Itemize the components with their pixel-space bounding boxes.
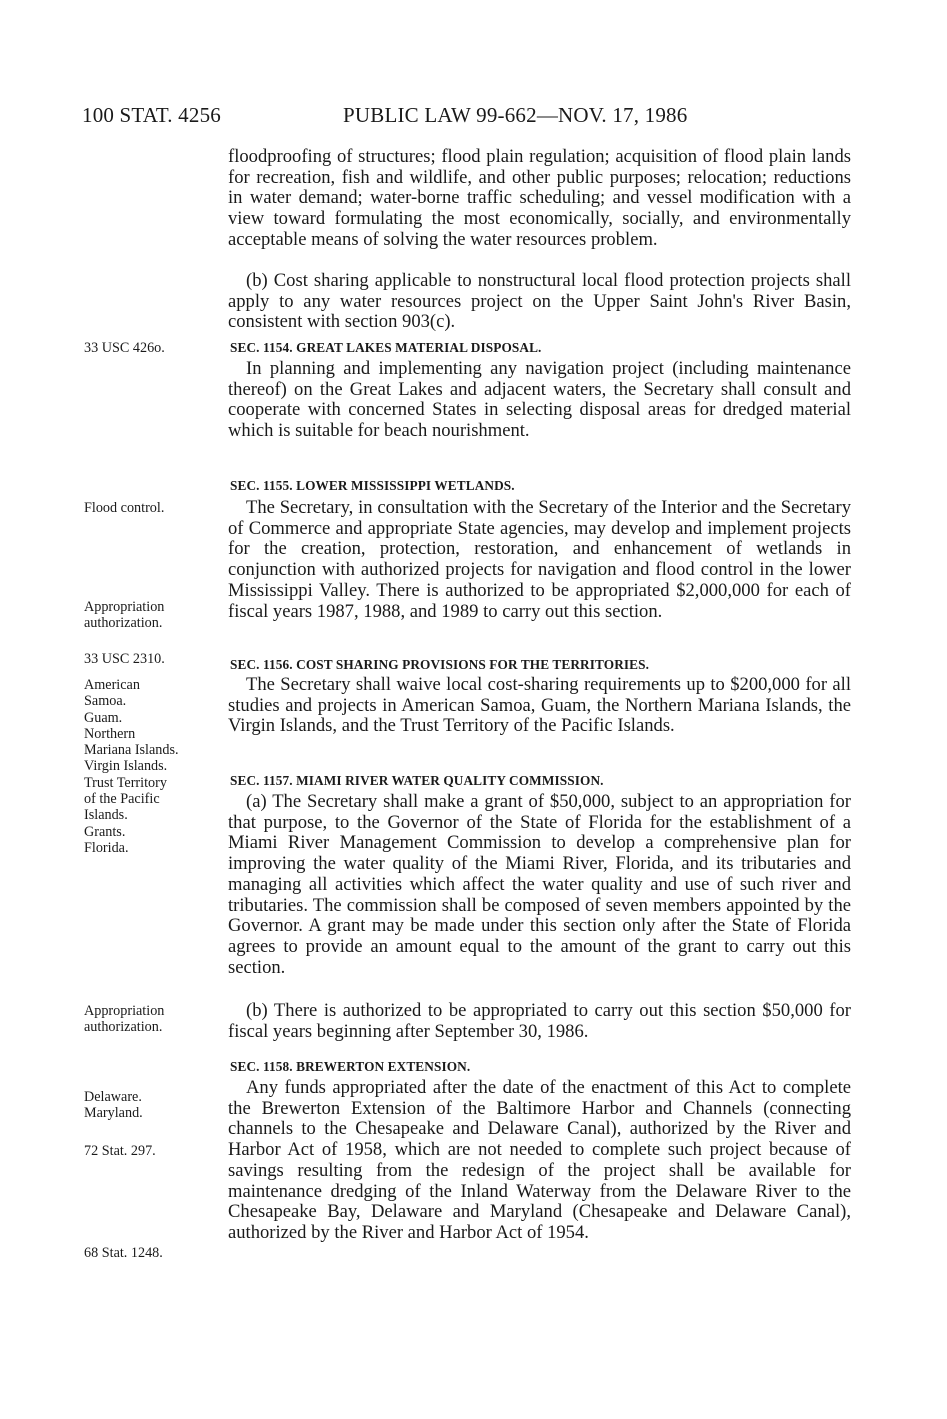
paragraph-b-cost-sharing: (b) Cost sharing applicable to nonstructural local flood protection projects shall apply to any water resources project on the Upper Saint John's River Basin, consistent with section 903(c).	[228, 270, 851, 333]
section-body-1154: In planning and implementing any navigation project (including maintenance thereof) on the Great Lakes and adjacent waters, the Secretary shall consult and cooperate with concerned States in selecting disposal areas for dredged material which is suitable for beach nourishment.	[228, 358, 851, 442]
section-heading-1154: SEC. 1154. GREAT LAKES MATERIAL DISPOSAL.	[230, 340, 542, 355]
section-heading-1157: SEC. 1157. MIAMI RIVER WATER QUALITY COMMISSION.	[230, 773, 604, 788]
margin-note-line: 68 Stat. 1248.	[84, 1245, 163, 1261]
margin-note-line: 33 USC 426o.	[84, 340, 165, 356]
margin-note-line: Appropriation	[84, 599, 165, 615]
margin-note-line: Trust Territory	[84, 774, 167, 791]
margin-note-72-stat-297	[84, 1143, 224, 1159]
margin-note-line: Delaware.	[84, 1089, 142, 1105]
statute-page-number: 100 STAT. 4256	[82, 103, 221, 127]
margin-note-line: Virgin Islands.	[84, 758, 168, 775]
margin-note-68-stat-1248	[84, 1245, 224, 1261]
margin-note-line: American	[84, 677, 140, 693]
margin-note-appropriation-1155	[84, 599, 224, 632]
margin-note-flood-control	[84, 500, 224, 516]
section-heading-1156: SEC. 1156. COST SHARING PROVISIONS FOR THE TERRITORIES.	[230, 657, 650, 672]
margin-note-delaware-maryland	[84, 1089, 224, 1122]
margin-note-line: Guam.	[84, 709, 123, 726]
margin-note-line: 33 USC 2310.	[84, 651, 165, 667]
margin-note-line: Florida.	[84, 839, 129, 856]
running-header: PUBLIC LAW 99-662—NOV. 17, 1986	[343, 103, 688, 127]
continuation-paragraph: floodproofing of structures; flood plain regulation; acquisition of flood plain lands for recreation, fish and wildlife, and other public purposes; relocation; reductions in water demand; water-borne traffic scheduling; and vessel modification with a view toward formulating the most economically, socially, and environmentally acceptable means of solving the water resources problem.	[228, 146, 851, 250]
margin-note-line: Northern	[84, 725, 136, 742]
section-body-1157-b: (b) There is authorized to be appropriated to carry out this section $50,000 for fiscal years beginning after September 30, 1986.	[228, 1000, 851, 1042]
margin-note-territories	[84, 677, 224, 856]
margin-note-line: Samoa.	[84, 693, 127, 710]
margin-note-line: Islands.	[84, 807, 128, 824]
section-body-1158: Any funds appropriated after the date of the enactment of this Act to complete the Brewerton Extension of the Baltimore Harbor and Channels (connecting channels to the Chesapeake and Delaware Canal), authorized by the River and Harbor Act of 1958, which are not needed to complete such project because of savings resulting from the redesign of the project shall be available for maintenance dredging of the Inland Waterway from the Delaware River to the Chesapeake Bay, Delaware and Maryland (Chesapeake and Delaware Canal), authorized by the River and Harbor Act of 1954.	[228, 1077, 851, 1243]
margin-note-usc-2310	[84, 651, 224, 667]
margin-note-line: Appropriation	[84, 1003, 165, 1019]
section-body-1157-a: (a) The Secretary shall make a grant of $50,000, subject to an appropriation for that purpose, to the Governor of the State of Florida for the establishment of a Miami River Management Commission to develop a comprehensive plan for improving the water quality of the Miami River, Florida, and its tributaries and managing all activities which affect the water quality and use of such river and tributaries. The commission shall be composed of seven members appointed by the Governor. A grant may be made under this section only after the State of Florida agrees to provide an amount equal to the amount of the grant to carry out this section.	[228, 791, 851, 978]
margin-note-line: Grants.	[84, 823, 126, 840]
section-heading-1158: SEC. 1158. BREWERTON EXTENSION.	[230, 1059, 471, 1074]
margin-note-line: Mariana Islands.	[84, 742, 179, 759]
margin-note-line: 72 Stat. 297.	[84, 1143, 156, 1159]
section-heading-1155: SEC. 1155. LOWER MISSISSIPPI WETLANDS.	[230, 478, 515, 493]
margin-note-line: Maryland.	[84, 1105, 143, 1122]
section-body-1155: The Secretary, in consultation with the Secretary of the Interior and the Secretary of Commerce and appropriate State agencies, may develop and implement projects for the creation, protection, restoration, and enhancement of wetlands in conjunction with authorized projects for navigation and flood control in the lower Mississippi Valley. There is authorized to be appropriated $2,000,000 for each of fiscal years 1987, 1988, and 1989 to carry out this section.	[228, 497, 851, 622]
section-body-1156: The Secretary shall waive local cost-sharing requirements up to $200,000 for all studies and projects in American Samoa, Guam, the Northern Mariana Islands, the Virgin Islands, and the Trust Territory of the Pacific Islands.	[228, 674, 851, 737]
margin-note-appropriation-1157	[84, 1003, 224, 1036]
margin-note-line: of the Pacific	[84, 791, 160, 808]
margin-note-line: Flood control.	[84, 500, 165, 516]
margin-note-line: authorization.	[84, 615, 163, 632]
margin-note-usc-426o	[84, 340, 224, 356]
margin-note-line: authorization.	[84, 1019, 163, 1036]
